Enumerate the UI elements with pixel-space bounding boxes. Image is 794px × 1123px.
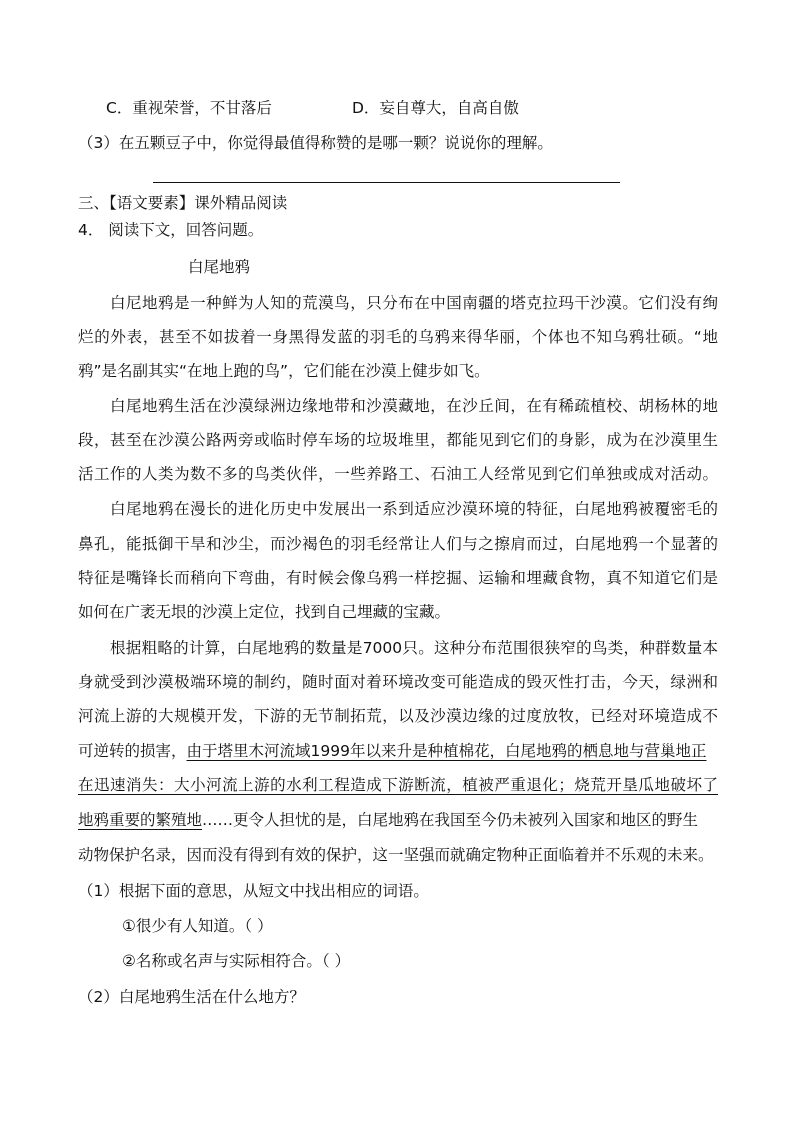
paragraph-2-line-2: 段，甚至在沙漠公路两旁或临时停车场的垃圾堆里，都能见到它们的身影，成为在沙漠里生 xyxy=(78,431,718,449)
plain-text: 可逆转的损害， xyxy=(78,742,187,760)
paragraph-3-line-4: 如何在广袤无垠的沙漠上定位，找到自己埋藏的宝藏。 xyxy=(78,603,451,621)
paragraph-1-line-1: 白尼地鸦是一种鲜为人知的荒漠鸟，只分布在中国南疆的塔克拉玛干沙漠。它们没有绚 xyxy=(110,294,718,312)
article-title: 白尾地鸦 xyxy=(188,258,251,276)
question-2: （2）白尾地鸦生活在什么地方？ xyxy=(78,988,305,1006)
paragraph-4-line-6 xyxy=(78,809,718,831)
answer-line xyxy=(153,182,620,183)
paragraph-4-line-3: 河流上游的大规模开发，下游的无节制拓荒，以及沙漠边缘的过度放牧，已经对环境造成不 xyxy=(78,707,718,725)
option-c: C．重视荣誉，不甘落后 xyxy=(106,99,272,117)
paragraph-4-line-5: 在迅速消失：大小河流上游的水利工程造成下游断流，植被严重退化；烧荒开垦瓜地破坏了 xyxy=(78,776,718,794)
question-1-item-b: ②名称或名声与实际相符合。（ ） xyxy=(122,952,351,970)
section-title: 三、【语文要素】课外精品阅读 xyxy=(78,194,288,212)
paragraph-3-line-2: 鼻孔，能抵御干旱和沙尘，而沙褐色的羽毛经常让人们与之擦肩而过，白尾地鸦一个显著的 xyxy=(78,535,718,553)
paragraph-2-line-1: 白尾地鸦生活在沙漠绿洲边缘地带和沙漠藏地，在沙丘间，在有稀疏植校、胡杨林的地 xyxy=(110,397,718,415)
paragraph-4-line-1: 根据粗略的计算，白尾地鸦的数量是7000只。这种分布范围很狭窄的鸟类，种群数量本 xyxy=(110,639,718,657)
plain-text: ……更令人担忧的是，白尾地鸦在我国至今仍未被列入国家和地区的野生 xyxy=(202,811,699,829)
underlined-text: 地鸦重要的繁殖地 xyxy=(78,811,203,829)
paragraph-4-line-4 xyxy=(78,740,718,762)
paragraph-4-line-2: 身就受到沙漠极端环境的制约，随时面对着环境改变可能造成的毁灭性打击，今天，绿洲和 xyxy=(78,673,718,691)
paragraph-1-line-2: 烂的外表，甚至不如拔着一身黑得发蓝的羽毛的乌鸦来得华丽，个体也不知乌鸦壮硕。“地 xyxy=(78,328,718,346)
question-3: （3）在五颗豆子中，你觉得最值得称赞的是哪一颗？说说你的理解。 xyxy=(78,134,553,152)
option-d: D．妄自尊大，自高自傲 xyxy=(352,99,519,117)
question-1: （1）根据下面的意思，从短文中找出相应的词语。 xyxy=(78,882,429,900)
paragraph-2-line-3: 活工作的人类为数不多的鸟类伙伴，一些养路工、石油工人经常见到它们单独或成对活动。 xyxy=(78,465,718,483)
question-1-item-a: ①很少有人知道。（ ） xyxy=(122,917,273,935)
paragraph-1-line-3: 鸦”是名副其实“在地上跑的鸟”，它们能在沙漠上健步如飞。 xyxy=(78,362,490,380)
question-4-intro: 4． 阅读下文，回答问题。 xyxy=(78,221,264,239)
paragraph-4-line-7: 动物保护名录，因而没有得到有效的保护，这一坚强而就确定物种正面临着并不乐观的未来。 xyxy=(78,846,714,864)
underlined-text: 由于塔里木河流域1999年以来升是种植棉花，白尾地鸦的栖息地与营巢地正 xyxy=(186,742,707,760)
paragraph-3-line-3: 特征是嘴锋长而稍向下弯曲，有时候会像乌鸦一样挖掘、运输和埋藏食物，真不知道它们是 xyxy=(78,569,718,587)
paragraph-3-line-1: 白尾地鸦在漫长的进化历史中发展出一系到适应沙漠环境的特征，白尾地鸦被覆密毛的 xyxy=(110,500,718,518)
